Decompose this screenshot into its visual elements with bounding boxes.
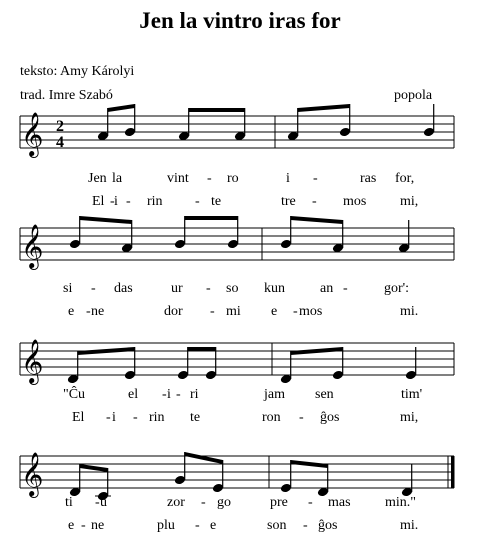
lyric-syllable: mas [328, 495, 351, 510]
lyric-syllable: e [68, 304, 75, 319]
final-barline-thick [451, 456, 455, 488]
lyric-syllable: ron [262, 410, 281, 425]
beam [298, 104, 350, 112]
beam [185, 452, 223, 464]
syllable-hyphen: - [308, 495, 313, 510]
beam [185, 216, 238, 220]
style-credit: popola [394, 88, 433, 103]
lyric-syllable: ur [171, 281, 183, 296]
syllable-hyphen: - [95, 495, 100, 510]
beam [291, 347, 343, 355]
song-title: Jen la vintro iras for [139, 8, 341, 33]
lyric-syllable: i [167, 387, 171, 402]
lyric-syllable: e [68, 518, 75, 533]
lyric-syllable: Jen [88, 171, 107, 186]
lyric-syllable: e [210, 518, 217, 533]
syllable-hyphen: - [176, 387, 181, 402]
beam [291, 216, 343, 224]
treble-clef: 𝄞 [21, 112, 44, 156]
syllable-hyphen: - [293, 304, 298, 319]
syllable-hyphen: - [91, 281, 96, 296]
syllable-hyphen: - [201, 495, 206, 510]
lyric-syllable: gor': [384, 281, 410, 296]
lyric-syllable: pre [270, 495, 288, 510]
lyric-syllable: ti [65, 495, 73, 510]
staff-system [20, 452, 455, 501]
lyric-syllable: sen [315, 387, 334, 402]
lyric-syllable: das [114, 281, 133, 296]
syllable-hyphen: - [162, 387, 167, 402]
beam [108, 104, 135, 112]
lyric-syllable: i [112, 410, 116, 425]
syllable-hyphen: - [313, 171, 318, 186]
lyric-syllable: i [114, 194, 118, 209]
syllable-hyphen: - [195, 518, 200, 533]
lyric-syllable: si [63, 281, 73, 296]
beam [189, 108, 245, 112]
lyric-syllable: mi, [400, 410, 419, 425]
lyric-syllable: rin [147, 194, 163, 209]
lyricist-credit: teksto: Amy Károlyi [20, 64, 135, 79]
lyric-syllable: e [271, 304, 278, 319]
lyric-syllable: jam [264, 387, 285, 402]
lyric-syllable: mi, [400, 194, 419, 209]
lyric-syllable: tre [281, 194, 296, 209]
lyric-syllable: mi. [400, 518, 419, 533]
lyric-syllable: ne [91, 518, 105, 533]
beam [80, 464, 108, 472]
lyric-syllable: son [267, 518, 287, 533]
time-sig-top: 2 [56, 118, 64, 135]
lyric-syllable: la [112, 171, 123, 186]
beam [80, 216, 132, 224]
lyric-syllable: El [92, 194, 105, 209]
lyric-syllable: min." [385, 495, 416, 510]
lyric-syllable: mos [299, 304, 323, 319]
beam [78, 347, 135, 355]
lyric-syllable: ras [360, 171, 377, 186]
treble-clef: 𝄞 [21, 339, 44, 383]
lyric-syllable: ri [190, 387, 199, 402]
staff-system [20, 216, 454, 270]
lyric-syllable: kun [264, 281, 285, 296]
syllable-hyphen: - [106, 410, 111, 425]
syllable-hyphen: - [81, 518, 86, 533]
time-sig-bottom: 4 [56, 134, 64, 151]
syllable-hyphen: - [86, 304, 91, 319]
lyric-syllable: plu [157, 518, 175, 533]
treble-clef: 𝄞 [21, 224, 44, 268]
treble-clef: 𝄞 [21, 452, 44, 496]
syllable-hyphen: - [303, 518, 308, 533]
lyric-syllable: for, [395, 171, 415, 186]
syllable-hyphen: - [206, 281, 211, 296]
lyric-syllable: tim' [401, 387, 423, 402]
lyric-syllable: te [211, 194, 222, 209]
syllable-hyphen: - [207, 171, 212, 186]
beam [291, 460, 328, 468]
lyric-syllable: "Ĉu [63, 387, 86, 402]
lyric-syllable: rin [149, 410, 165, 425]
syllable-hyphen: - [210, 304, 215, 319]
lyric-syllable: so [226, 281, 239, 296]
beam [188, 347, 216, 351]
lyric-syllable: vint [167, 171, 189, 186]
lyric-syllable: te [190, 410, 201, 425]
syllable-hyphen: - [110, 194, 115, 209]
lyric-syllable: ĝos [318, 518, 338, 533]
syllable-hyphen: - [343, 281, 348, 296]
syllable-hyphen: - [195, 194, 200, 209]
lyric-syllable: ne [91, 304, 105, 319]
lyric-syllable: go [217, 495, 231, 510]
lyric-syllable: u [100, 495, 107, 510]
syllable-hyphen: - [299, 410, 304, 425]
lyric-syllable: El [72, 410, 85, 425]
lyric-syllable: zor [167, 495, 185, 510]
syllable-hyphen: - [312, 194, 317, 209]
syllable-hyphen: - [133, 410, 138, 425]
staff-system [20, 104, 454, 158]
lyric-syllable: mi [226, 304, 241, 319]
lyric-syllable: an [320, 281, 334, 296]
lyric-syllable: i [286, 171, 290, 186]
lyric-syllable: ro [227, 171, 239, 186]
lyric-syllable: mos [343, 194, 367, 209]
lyric-syllable: ĝos [320, 410, 340, 425]
syllable-hyphen: - [126, 194, 131, 209]
lyric-syllable: el [128, 387, 139, 402]
lyric-syllable: mi. [400, 304, 419, 319]
staff-system [20, 339, 454, 385]
arranger-credit: trad. Imre Szabó [20, 88, 113, 103]
lyric-syllable: dor [164, 304, 183, 319]
